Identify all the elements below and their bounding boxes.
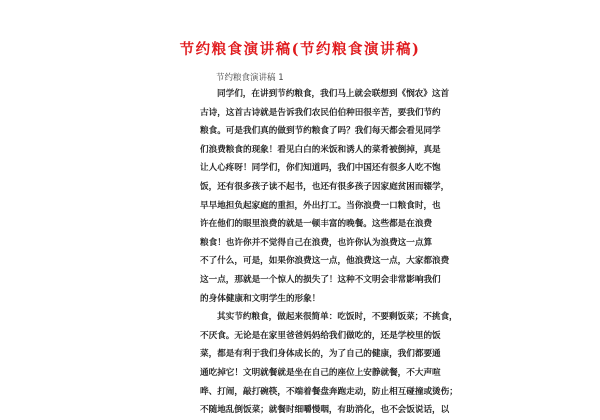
body-line: 不厌食。无论是在家里爸爸妈妈给我们做吃的，还是学校里的饭	[200, 330, 441, 341]
body-line: 让人心疼呀！同学们，你们知道吗，我们中国还有很多人吃不饱	[200, 163, 441, 174]
body-line: 的身体健康和文明学生的形象！	[200, 293, 321, 304]
body-line: 不随地乱倒饭菜；就餐时细嚼慢咽，有助消化，也不会饭说话，以	[200, 405, 450, 416]
section-heading: 节约粮食演讲稿 1	[216, 73, 284, 83]
body-line: 菜，都是有利于我们身体成长的，为了自己的健康，我们都要通	[200, 349, 441, 360]
body-line: 许在他们的眼里浪费的就是一顿丰富的晚餐。这些都是在浪费	[200, 219, 433, 230]
body-line: 粮食。可是我们真的做到节约粮食了吗？我们每天都会看见同学	[200, 126, 441, 137]
body-line: 哗、打闹，敲打碗筷，不端着餐盘奔跑走动，防止相互碰撞或烫伤；	[200, 386, 458, 397]
body-line: 古诗，这首古诗就是告诉我们农民伯伯种田很辛苦，要我们节约	[200, 107, 441, 118]
body-line: 粮食！也许你并不觉得自己在浪费，也许你认为浪费这一点算	[200, 237, 433, 248]
body-line: 们浪费粮食的现象！看见白白的米饭和诱人的菜肴被倒掉，真是	[200, 144, 441, 155]
speech-body	[200, 85, 458, 420]
body-line: 早早地担负起家庭的重担，外出打工。当你浪费一口粮食时，也	[200, 200, 441, 211]
body-line: 不了什么，可是，如果你浪费这一点，他浪费这一点，大家都浪费	[200, 256, 450, 267]
body-line: 饭，还有很多孩子读不起书，也还有很多孩子因家庭贫困而辍学，	[200, 181, 450, 192]
body-line: 其实节约粮食，做起来很简单：吃饭时，不要剩饭菜；不挑食，	[217, 312, 458, 323]
document-title: 节约粮食演讲稿(节约粮食演讲稿)	[179, 41, 421, 58]
body-line: 通吃掉它！文明就餐就是坐在自己的座位上安静就餐，不大声喧	[200, 367, 441, 378]
body-line: 同学们，在讲到节约粮食，我们马上就会联想到《悯农》这首	[217, 89, 450, 99]
body-line: 这一点，那就是一个惊人的损失了！这种不文明会非常影响我们	[200, 274, 441, 285]
